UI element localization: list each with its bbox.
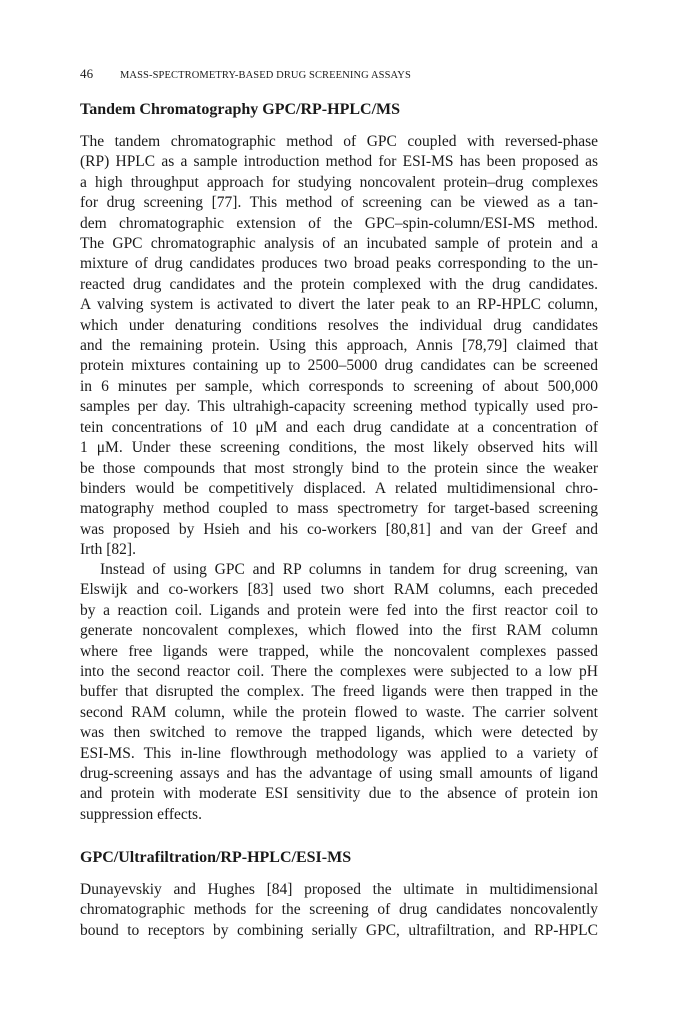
section-heading-gpc-ultrafiltration: GPC/Ultrafiltration/RP-HPLC/ESI-MS — [80, 849, 352, 866]
text-line: second RAM column, while the protein flowed to waste. The carrier solvent — [80, 703, 598, 721]
text-line: A valving system is activated to divert the later peak to an RP-HPLC column, — [80, 296, 598, 314]
text-line: be those compounds that most strongly bind to the protein since the weaker — [80, 459, 598, 477]
text-line: drug-screening assays and has the advantage of using small amounts of ligand — [80, 765, 598, 783]
text-line: a high throughput approach for studying noncovalent protein–drug complexes — [80, 173, 598, 191]
text-line: was proposed by Hsieh and his co-workers [80,81] and van der Greef and — [80, 520, 598, 538]
text-line: 1 μM. Under these screening conditions, the most likely observed hits will — [80, 439, 598, 457]
text-line: samples per day. This ultrahigh-capacity screening method typically used pro- — [80, 398, 598, 416]
running-head-title: MASS-SPECTROMETRY-BASED DRUG SCREENING ASSAYS — [120, 70, 411, 81]
text-line: mixture of drug candidates produces two broad peaks corresponding to the un- — [80, 255, 598, 273]
text-line: into the second reactor coil. There the complexes were subjected to a low pH — [80, 663, 598, 681]
text-line: suppression effects. — [80, 805, 202, 823]
text-line: Irth [82]. — [80, 541, 136, 559]
text-line: and the remaining protein. Using this approach, Annis [78,79] claimed that — [80, 337, 598, 355]
text-line: for drug screening [77]. This method of screening can be viewed as a tan- — [80, 194, 598, 212]
text-line: dem chromatographic extension of the GPC–spin-column/ESI-MS method. — [80, 214, 598, 232]
text-line: where free ligands were trapped, while the noncovalent complexes passed — [80, 642, 598, 660]
text-line: tein concentrations of 10 μM and each drug candidate at a concentration of — [80, 418, 598, 436]
text-line: bound to receptors by combining serially GPC, ultrafiltration, and RP-HPLC — [80, 921, 598, 939]
page-number: 46 — [80, 66, 94, 81]
text-line: chromatographic methods for the screening of drug candidates noncovalently — [80, 901, 598, 919]
text-line: protein mixtures containing up to 2500–5000 drug candidates can be screened — [80, 357, 598, 375]
paragraph-van-elswijk — [80, 560, 598, 825]
text-line: Elswijk and co-workers [83] used two short RAM columns, each preceded — [80, 581, 598, 599]
running-head — [80, 66, 598, 82]
text-line: matography method coupled to mass spectrometry for target-based screening — [80, 500, 598, 518]
text-line: Instead of using GPC and RP columns in tandem for drug screening, van — [100, 561, 598, 578]
paragraph-tandem-method — [80, 132, 598, 561]
text-line: ESI-MS. This in-line flowthrough methodology was applied to a variety of — [80, 744, 598, 762]
text-line: and protein with moderate ESI sensitivity due to the absence of protein ion — [80, 785, 598, 803]
text-line: in 6 minutes per sample, which corresponds to screening of about 500,000 — [80, 377, 598, 395]
text-line: The GPC chromatographic analysis of an incubated sample of protein and a — [80, 235, 598, 253]
text-line: binders would be competitively displaced. A related multidimensional chro- — [80, 479, 598, 497]
text-line: Dunayevskiy and Hughes [84] proposed the ultimate in multidimensional — [80, 881, 598, 898]
section-heading-tandem-chromatography: Tandem Chromatography GPC/RP-HPLC/MS — [80, 101, 401, 118]
text-line: by a reaction coil. Ligands and protein were fed into the first reactor coil to — [80, 601, 598, 619]
text-line: reacted drug candidates and the protein complexed with the drug candidates. — [80, 275, 598, 293]
text-line: which under denaturing conditions resolves the individual drug candidates — [80, 316, 598, 334]
text-line: generate noncovalent complexes, which flowed into the first RAM column — [80, 622, 598, 640]
text-line: The tandem chromatographic method of GPC coupled with reversed-phase — [80, 133, 598, 150]
text-line: (RP) HPLC as a sample introduction method for ESI-MS has been proposed as — [80, 153, 598, 171]
paragraph-dunayevskiy — [80, 880, 598, 941]
text-line: buffer that disrupted the complex. The freed ligands were then trapped in the — [80, 683, 598, 701]
text-line: was then switched to remove the trapped ligands, which were detected by — [80, 724, 598, 742]
